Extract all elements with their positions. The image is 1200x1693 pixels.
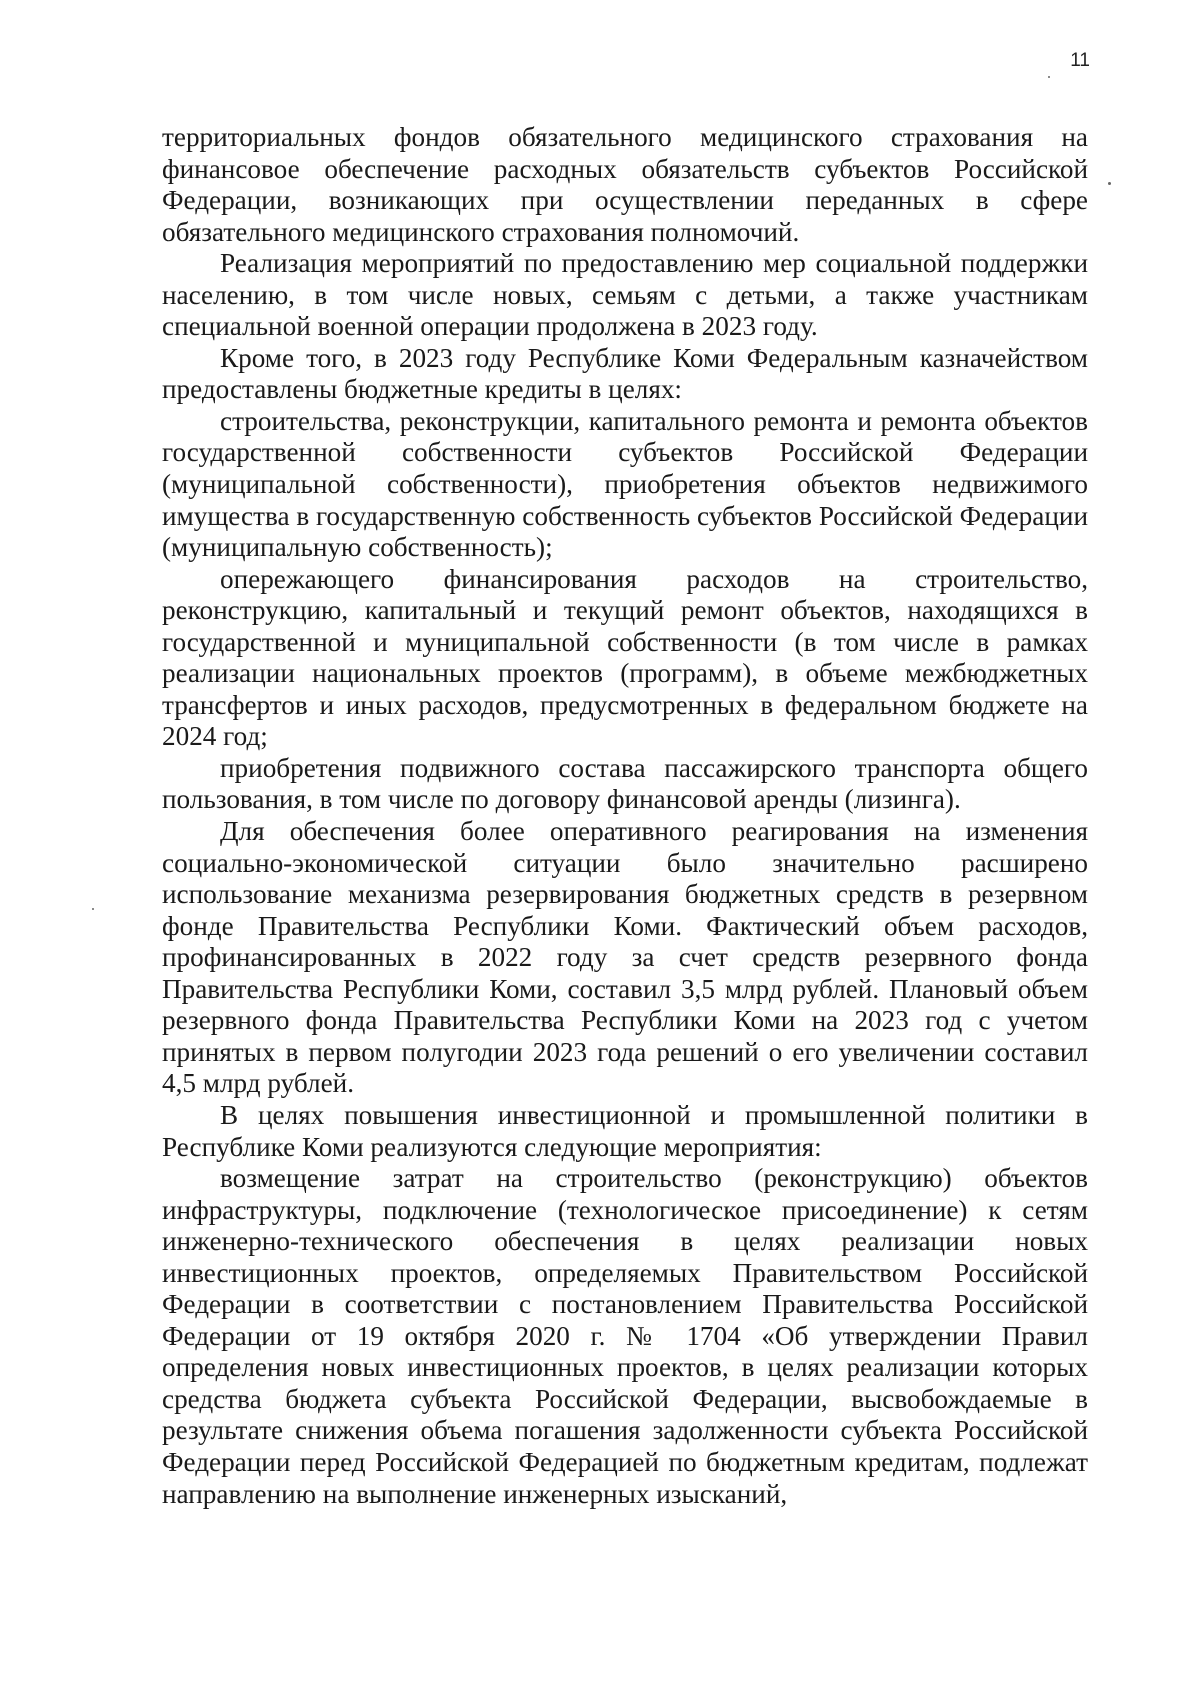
paragraph-social-support: Реализация мероприятий по предоставлению мер социальной поддержки населению, в том числе новых, семьям с детьми, а также участникам специальной военной операции продолжена в 2023 году. (162, 248, 1088, 342)
paragraph-credit-purpose-transport: приобретения подвижного состава пассажирского транспорта общего пользования, в том числе по договору финансовой аренды (лизинга). (162, 752, 1088, 815)
scan-speck (1048, 76, 1050, 78)
scan-speck (1108, 182, 1111, 185)
paragraph-infrastructure-compensation: возмещение затрат на строительство (реконструкцию) объектов инфраструктуры, подключение (технологическое присоединение) к сетям инженерно-технического обеспечения в целях реализации новых инвестиционных проектов, определяемых Правительством Российской Федерации в соответствии с постановлением Правительства Российской Федерации от 19 октября 2020 г. № 1704 «Об утверждении Правил определения новых инвестиционных проектов, в целях реализации которых средства бюджета субъекта Российской Федерации, высвобождаемые в результате снижения объема погашения задолженности субъекта Российской Федерации перед Российской Федерацией по бюджетным кредитам, подлежат направлению на выполнение инженерных изысканий, (162, 1163, 1088, 1509)
paragraph-investment-policy-intro: В целях повышения инвестиционной и промышленной политики в Республике Коми реализуются следующие мероприятия: (162, 1099, 1088, 1162)
paragraph-continuation: территориальных фондов обязательного медицинского страхования на финансовое обеспечение расходных обязательств субъектов Российской Федерации, возникающих при осуществлении переданных в сфере обязательного медицинского страхования полномочий. (162, 122, 1088, 247)
paragraph-credit-purpose-advance-financing: опережающего финансирования расходов на строительство, реконструкцию, капитальный и текущий ремонт объектов, находящихся в государственной и муниципальной собственности (в том числе в рамках реализации национальных проектов (программ), в объеме межбюджетных трансфертов и иных расходов, предусмотренных в федеральном бюджете на 2024 год; (162, 563, 1088, 752)
paragraph-budget-credits-intro: Кроме того, в 2023 году Республике Коми Федеральным казначейством предоставлены бюджетные кредиты в целях: (162, 342, 1088, 405)
paragraph-reserve-fund: Для обеспечения более оперативного реагирования на изменения социально-экономической ситуации было значительно расширено использование механизма резервирования бюджетных средств в резервном фонде Правительства Республики Коми. Фактический объем расходов, профинансированных в 2022 году за счет средств резервного фонда Правительства Республики Коми, составил 3,5 млрд рублей. Плановый объем резервного фонда Правительства Республики Коми на 2023 год с учетом принятых в первом полугодии 2023 года решений о его увеличении составил 4,5 млрд рублей. (162, 816, 1088, 1099)
scan-speck (92, 908, 94, 910)
paragraph-credit-purpose-construction: строительства, реконструкции, капитального ремонта и ремонта объектов государственной собственности субъектов Российской Федерации (муниципальной собственности), приобретения объектов недвижимого имущества в государственную собственность субъектов Российской Федерации (муниципальную собственность); (162, 405, 1088, 563)
page-number: 11 (1070, 50, 1090, 71)
document-body (162, 122, 1088, 1510)
